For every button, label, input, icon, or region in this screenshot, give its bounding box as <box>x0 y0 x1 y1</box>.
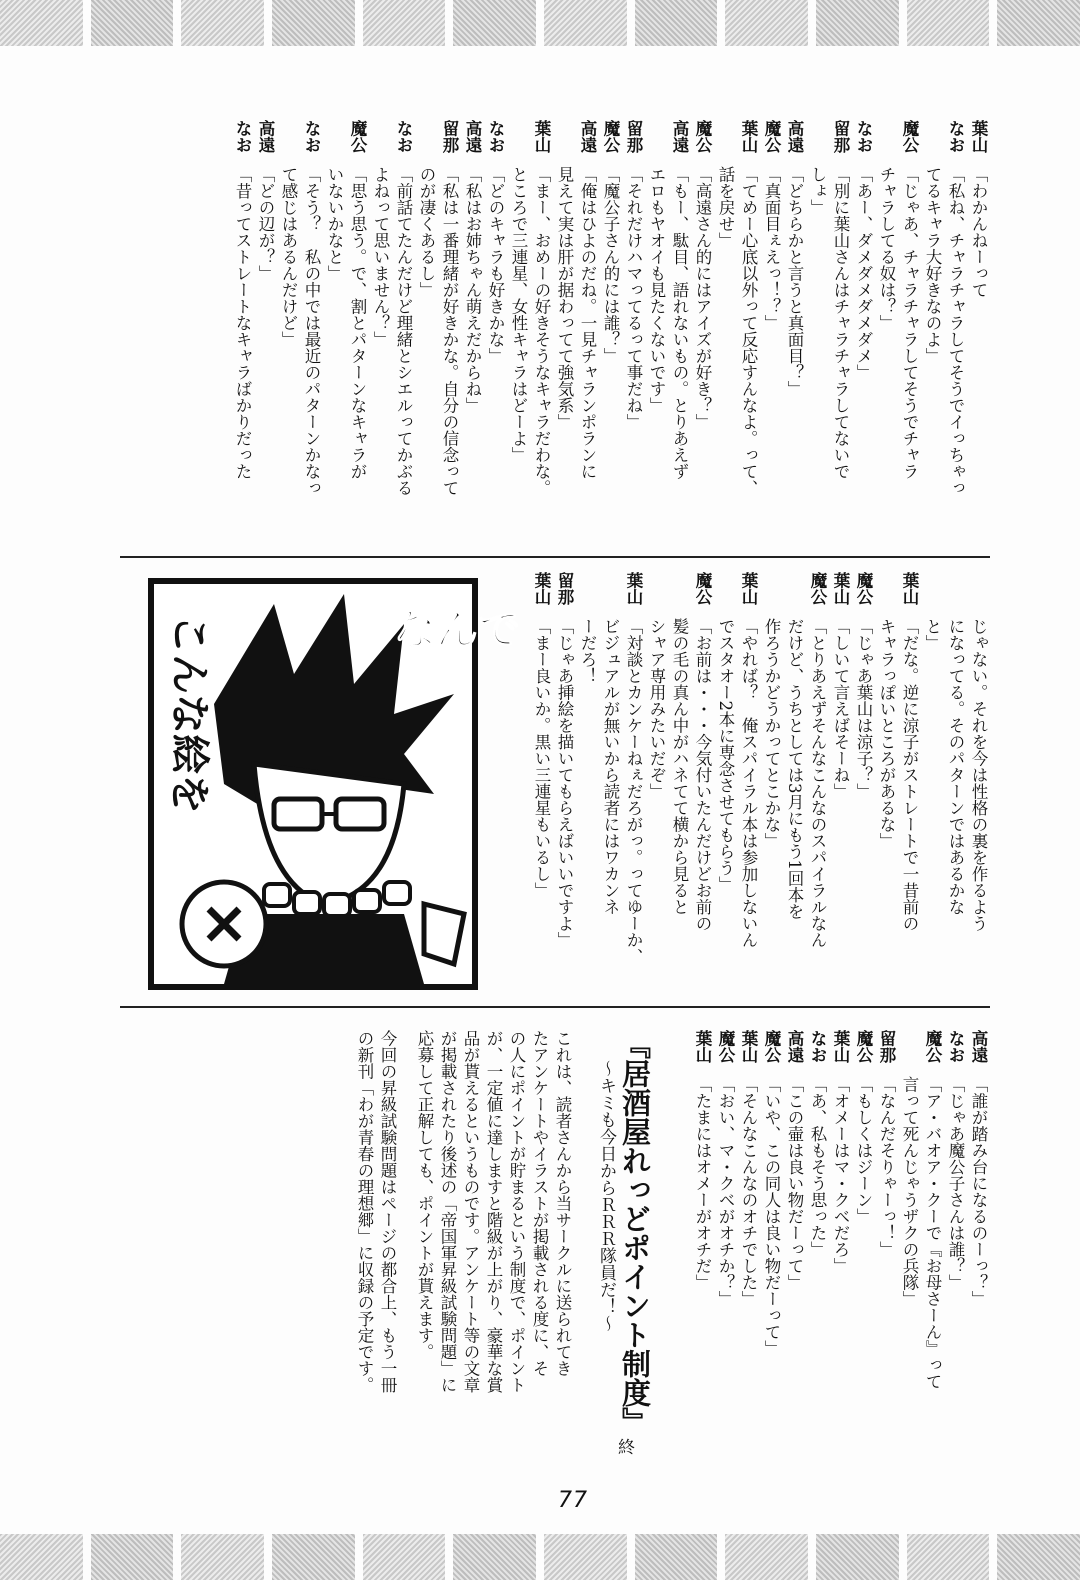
dialogue-text: 「真面目ぇえっ！？」 <box>762 166 781 331</box>
dialogue-text: 「じゃあ、チャラチャラしてそうでチャラ <box>900 166 919 480</box>
article-paragraph-line: 今回の昇級試験問題はページの都合上、もう一冊 <box>378 1030 397 1393</box>
dialogue-line <box>415 120 438 540</box>
speaker-name: 高遠 <box>578 120 597 153</box>
dialogue-line <box>829 572 852 992</box>
dialogue-line <box>599 572 622 992</box>
dialogue-line <box>898 120 921 540</box>
speaker-name: なお <box>946 120 965 153</box>
dialogue-text: 「とりあえずそんなこんなのスパイラルなん <box>808 618 827 948</box>
dialogue-line <box>484 120 507 540</box>
speaker-name: 留那 <box>831 120 850 153</box>
dialogue-text: よねって思いません？」 <box>371 166 390 348</box>
dialogue-line <box>691 572 714 992</box>
dialogue-text: 「だな。逆に涼子がストレートで一昔前の <box>900 618 919 932</box>
dialogue-text: 「じゃあ魔公子さんは誰？」 <box>946 1076 965 1291</box>
speaker-name: 魔公 <box>348 120 367 153</box>
dialogue-text: 「しいて言えばそーね」 <box>831 618 850 800</box>
dialogue-line <box>714 120 737 540</box>
speaker-name: なお <box>486 120 505 153</box>
dialogue-line <box>967 1030 990 1510</box>
section-divider-2 <box>120 1006 990 1008</box>
article-paragraph-line: の人にポイントが貯まるという制度で、ポイント <box>507 1030 526 1393</box>
dialogue-text: 「たまにはオメーがオチだ」 <box>693 1076 712 1291</box>
dialogue-text: 見えて実は肝が据わってて強気系」 <box>555 166 574 430</box>
article-paragraph-line: 品が貰えるというものです。アンケート等の文章 <box>461 1030 480 1393</box>
article-body <box>353 1030 574 1510</box>
dialogue-line <box>254 120 277 540</box>
dialogue-text: 作ろうかどうかってとこかな」 <box>762 618 781 849</box>
speaker-name: 葉山 <box>831 572 850 605</box>
dialogue-line <box>829 1030 852 1510</box>
speaker-name: 魔公 <box>923 1030 942 1063</box>
dialogue-line <box>553 120 576 540</box>
speaker-name: なお <box>394 120 413 153</box>
dialogue-text: と」 <box>923 618 942 651</box>
dialogue-line <box>369 120 392 540</box>
speaker-name: 葉山 <box>900 572 919 605</box>
dialogue-text: 「やれば？ 俺スパイラル本は参加しないん <box>739 618 758 948</box>
dialogue-text: 「どのキャラも好きかな」 <box>486 166 505 364</box>
dialogue-line <box>645 120 668 540</box>
dialogue-line <box>507 120 530 540</box>
speaker-name: 葉山 <box>624 572 643 605</box>
dialogue-text: 「あー、ダメダメダメダメ」 <box>854 166 873 381</box>
speaker-name: なお <box>854 120 873 153</box>
dialogue-line <box>323 120 346 540</box>
dialogue-text: て感じはあるんだけど」 <box>279 166 298 348</box>
dialogue-text: 「思う思う。で、割とパターンなキャラが <box>348 166 367 480</box>
dialogue-line <box>852 572 875 992</box>
dialogue-line <box>668 572 691 992</box>
dialogue-text: いないかなと」 <box>325 166 344 282</box>
top-decorative-band <box>0 0 1080 46</box>
dialogue-text: ところで三連星、女性キャラはどーよ」 <box>509 166 528 463</box>
article-subtitle: ～キミも今日からＲＲＲ隊員だ！～ <box>596 1060 616 1332</box>
dialogue-text: 「誰が踏み台になるのーっ？」 <box>969 1076 988 1307</box>
dialogue-line <box>530 572 553 992</box>
dialogue-line <box>944 1030 967 1510</box>
dialogue-line <box>599 120 622 540</box>
dialogue-line <box>691 1030 714 1510</box>
dialogue-text: 「もー、駄目、語れないもの。とりあえず <box>670 166 689 480</box>
speaker-name: 葉山 <box>739 1030 758 1063</box>
dialogue-line <box>714 1030 737 1510</box>
dialogue-text: 「なんだそりゃーっ！」 <box>877 1076 896 1258</box>
dialogue-line <box>875 1030 898 1510</box>
dialogue-text: ーだろ！ <box>578 618 597 684</box>
dialogue-line <box>783 572 806 992</box>
dialogue-line <box>346 120 369 540</box>
article-title: 『居酒屋れっどポイント制度』 <box>618 1030 652 1436</box>
article-spacer <box>399 1030 413 1510</box>
dialogue-line <box>852 120 875 540</box>
speaker-name: 葉山 <box>532 120 551 153</box>
article-paragraph-line: が掲載されたり後述の「帝国軍昇級試験問題」に <box>438 1030 457 1393</box>
dialogue-text: 「どの辺が？」 <box>256 166 275 282</box>
dialogue-line <box>231 120 254 540</box>
speaker-name: なお <box>946 1030 965 1063</box>
speaker-name: 魔公 <box>716 1030 735 1063</box>
speaker-name: 葉山 <box>831 1030 850 1063</box>
dialogue-text: 「てめー心底以外って反応すんなよ。って、 <box>739 166 758 496</box>
dialogue-line <box>944 120 967 540</box>
dialogue-line <box>530 120 553 540</box>
dialogue-text: 「あ、私もそう思った」 <box>808 1076 827 1258</box>
dialogue-line <box>875 572 898 992</box>
dialogue-text: 「この壷は良い物だーって」 <box>785 1076 804 1291</box>
speaker-name: 魔公 <box>854 1030 873 1063</box>
dialogue-text: 「おい、マ・クベがオチか？」 <box>716 1076 735 1307</box>
dialogue-line <box>852 1030 875 1510</box>
dialogue-text: のが凄くあるし」 <box>417 166 436 298</box>
dialogue-line <box>944 572 967 992</box>
article-paragraph-line: たアンケートやイラストが掲載される度に、そ <box>530 1030 549 1377</box>
dialogue-text: ビジュアルが無いから読者にはワカンネ <box>601 618 620 915</box>
dialogue-section-1 <box>110 120 990 540</box>
illustration-panel <box>148 578 521 990</box>
article-paragraph-line: これは、読者さんから当サークルに送られてき <box>553 1030 572 1377</box>
dialogue-line <box>921 572 944 992</box>
dialogue-line <box>737 1030 760 1510</box>
dialogue-text: チャラしてる奴は？」 <box>877 166 896 331</box>
dialogue-text: キャラっぽいところがあるな」 <box>877 618 896 849</box>
dialogue-text: 「オメーはマ・クベだろ」 <box>831 1076 850 1274</box>
dialogue-line <box>898 1030 921 1510</box>
speaker-name: 高遠 <box>463 120 482 153</box>
dialogue-line <box>967 572 990 992</box>
dialogue-line <box>760 120 783 540</box>
dialogue-text: 「お前は・・・今気付いたんだけどお前の <box>693 618 712 932</box>
dialogue-line <box>392 120 415 540</box>
dialogue-line <box>622 572 645 992</box>
dialogue-line <box>553 572 576 992</box>
dialogue-line <box>921 1030 944 1510</box>
dialogue-text: 「昔ってストレートなキャラばかりだった <box>233 166 252 480</box>
article-paragraph-line: の新刊「わが青春の理想郷」に収録の予定です。 <box>355 1030 374 1393</box>
dialogue-text: 「そう？ 私の中では最近のパターンかなっ <box>302 166 321 496</box>
dialogue-line <box>714 572 737 992</box>
dialogue-text: 髪の毛の真ん中がハネてて横から見ると <box>670 618 689 915</box>
dialogue-text: 「いや、この同人は良い物だーって」 <box>762 1076 781 1357</box>
speaker-name: 高遠 <box>256 120 275 153</box>
speaker-name: 高遠 <box>785 120 804 153</box>
dialogue-line <box>760 1030 783 1510</box>
end-mark: 終 <box>614 1438 634 1455</box>
speaker-name: 魔公 <box>762 1030 781 1063</box>
speaker-name: 葉山 <box>739 572 758 605</box>
speaker-name: 魔公 <box>808 572 827 605</box>
dialogue-line <box>806 120 829 540</box>
article-section <box>110 1030 990 1510</box>
speaker-name: 高遠 <box>785 1030 804 1063</box>
dialogue-line <box>829 120 852 540</box>
dialogue-text: 「前話てたんだけど理緒とシエルってかぶる <box>394 166 413 496</box>
speaker-name: 魔公 <box>601 120 620 153</box>
dialogue-text: 「私はお姉ちゃん萌えだからね」 <box>463 166 482 414</box>
dialogue-line <box>967 120 990 540</box>
article-paragraph-line: が、一定値に達しますと階級が上がり、豪華な賞 <box>484 1030 503 1393</box>
dialogue-line <box>576 120 599 540</box>
dialogue-line <box>875 120 898 540</box>
dialogue-text: 「俺はひよのだね。一見チャランポランに <box>578 166 597 480</box>
dialogue-line <box>691 120 714 540</box>
dialogue-text: エロもヤオイも見たくないです」 <box>647 166 666 414</box>
dialogue-text: 「わかんねーって <box>969 166 988 298</box>
speaker-name: 留那 <box>624 120 643 153</box>
dialogue-line <box>668 120 691 540</box>
dialogue-line <box>461 120 484 540</box>
dialogue-text: だけど、うちとしては3月にもう1回本を <box>785 618 804 920</box>
dialogue-line <box>783 1030 806 1510</box>
article-paragraph-line: 応募して正解しても、ポイントが貰えます。 <box>415 1030 434 1360</box>
caption-side: こんな絵を <box>166 614 212 814</box>
dialogue-line <box>737 120 760 540</box>
dialogue-line <box>645 572 668 992</box>
bottom-decorative-band <box>0 1534 1080 1580</box>
speaker-name: 葉山 <box>969 120 988 153</box>
speaker-name: 葉山 <box>739 120 758 153</box>
dialogue-text: 「別に葉山さんはチャラチャラしてないで <box>831 166 850 480</box>
dialogue-text: 言って死んじゃうザクの兵隊」 <box>900 1076 919 1307</box>
dialogue-text: 「対談とカンケーねぇだろがっ。ってゆーか、 <box>624 618 643 965</box>
section-divider-1 <box>120 556 990 558</box>
speaker-name: 高遠 <box>969 1030 988 1063</box>
dialogue-text: しょ」 <box>808 166 827 216</box>
dialogue-line <box>806 572 829 992</box>
speaker-name: 葉山 <box>532 572 551 605</box>
dialogue-text: 「もしくはジーン」 <box>854 1076 873 1225</box>
dialogue-text: になってる。そのパターンではあるかな <box>946 618 965 915</box>
dialogue-line <box>300 120 323 540</box>
dialogue-line <box>622 120 645 540</box>
speaker-name: 留那 <box>440 120 459 153</box>
speaker-name: なお <box>302 120 321 153</box>
dialogue-text: じゃない。それを今は性格の裏を作るよう <box>969 618 988 932</box>
speaker-name: 魔公 <box>693 120 712 153</box>
dialogue-line <box>921 120 944 540</box>
character-drawing <box>154 584 521 984</box>
caption-top: なんで <box>394 605 521 654</box>
dialogue-text: 「私は一番理緒が好きかな。自分の信念って <box>440 166 459 496</box>
dialogue-text: 「ア・バオア・クーで『お母さーん』って <box>923 1076 942 1390</box>
dialogue-line <box>898 572 921 992</box>
speaker-name: なお <box>233 120 252 153</box>
dialogue-text: 「魔公子さん的には誰？」 <box>601 166 620 364</box>
dialogue-line <box>438 120 461 540</box>
dialogue-text: 「高遠さん的にはアイズが好き？」 <box>693 166 712 430</box>
dialogue-text: 「どちらかと言うと真面目？」 <box>785 166 804 397</box>
dialogue-line <box>783 120 806 540</box>
dialogue-line <box>737 572 760 992</box>
speaker-name: 魔公 <box>900 120 919 153</box>
dialogue-text: 「まー、おめーの好きそうなキャラだわな。 <box>532 166 551 496</box>
speaker-name: 留那 <box>555 572 574 605</box>
dialogue-text: 「まー良いか。黒い三連星もいるし」 <box>532 618 551 899</box>
dialogue-text: 「じゃあ挿絵を描いてもらえばいいですよ」 <box>555 618 574 948</box>
page-number: 77 <box>558 1488 588 1513</box>
dialogue-line <box>806 1030 829 1510</box>
dialogue-text: 「それだけハマってるって事だね」 <box>624 166 643 430</box>
dialogue-text: 「そんなこんなのオチでした」 <box>739 1076 758 1307</box>
speaker-name: 魔公 <box>762 120 781 153</box>
dialogue-text: 話を戻せ」 <box>716 166 735 249</box>
dialogue-line <box>277 120 300 540</box>
speaker-name: 魔公 <box>693 572 712 605</box>
speaker-name: なお <box>808 1030 827 1063</box>
speaker-name: 魔公 <box>854 572 873 605</box>
dialogue-line <box>760 572 783 992</box>
speaker-name: 高遠 <box>670 120 689 153</box>
dialogue-text: てるキャラ大好きなのよ」 <box>923 166 942 364</box>
speaker-name: 葉山 <box>693 1030 712 1063</box>
speaker-name: 留那 <box>877 1030 896 1063</box>
dialogue-text: シャア専用みたいだぞ」 <box>647 618 666 800</box>
dialogue-text: でスタオー2本に専念させてもらう」 <box>716 618 735 893</box>
dialogue-text: 「じゃあ葉山は涼子？」 <box>854 618 873 800</box>
dialogue-line <box>576 572 599 992</box>
dialogue-text: 「私ね、チャラチャラしてそうでイっちゃっ <box>946 166 965 496</box>
